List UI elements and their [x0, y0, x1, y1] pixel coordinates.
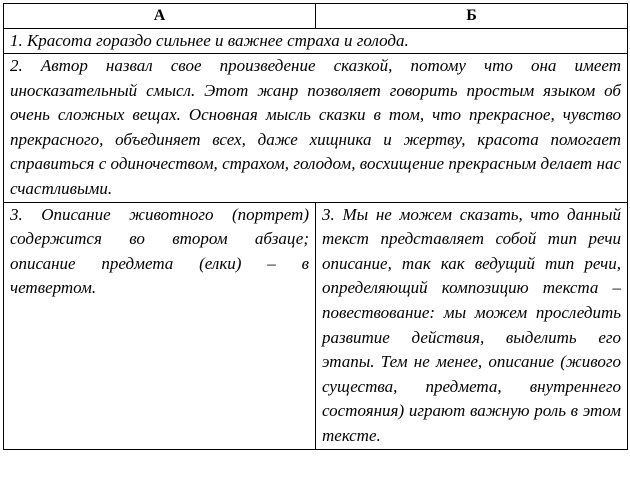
table-row	[4, 202, 628, 449]
answer-1-cell: 1. Красота гораздо сильнее и важнее страха и голода.	[4, 29, 628, 54]
column-header-a: А	[4, 4, 316, 29]
answer-3b-cell: 3. Мы не можем сказать, что данный текст представляет собой тип речи описание, так как ведущий тип речи, определяющий композицию текста – повествование: мы можем проследить развитие действия, выделить его этапы. Тем не менее, описание (живого существа, предмета, внутреннего состояния) играют важную роль в этом тексте.	[316, 202, 628, 449]
answer-table	[3, 3, 628, 450]
column-header-b: Б	[316, 4, 628, 29]
table-row	[4, 54, 628, 203]
table-row	[4, 29, 628, 54]
answer-3a-cell: 3. Описание животного (портрет) содержится во втором абзаце; описание предмета (елки) – в четвертом.	[4, 202, 316, 449]
table-header-row	[4, 4, 628, 29]
answer-2-cell: 2. Автор назвал свое произведение сказкой, потому что она имеет иносказательный смысл. Этот жанр позволяет говорить простым языком об очень сложных вещах. Основная мысль сказки в том, что прекрасное, чувство прекрасного, объединяет всех, даже хищника и жертву, красота помогает справиться с одиночеством, страхом, голодом, восхищение прекрасным делает нас счастливыми.	[4, 54, 628, 203]
